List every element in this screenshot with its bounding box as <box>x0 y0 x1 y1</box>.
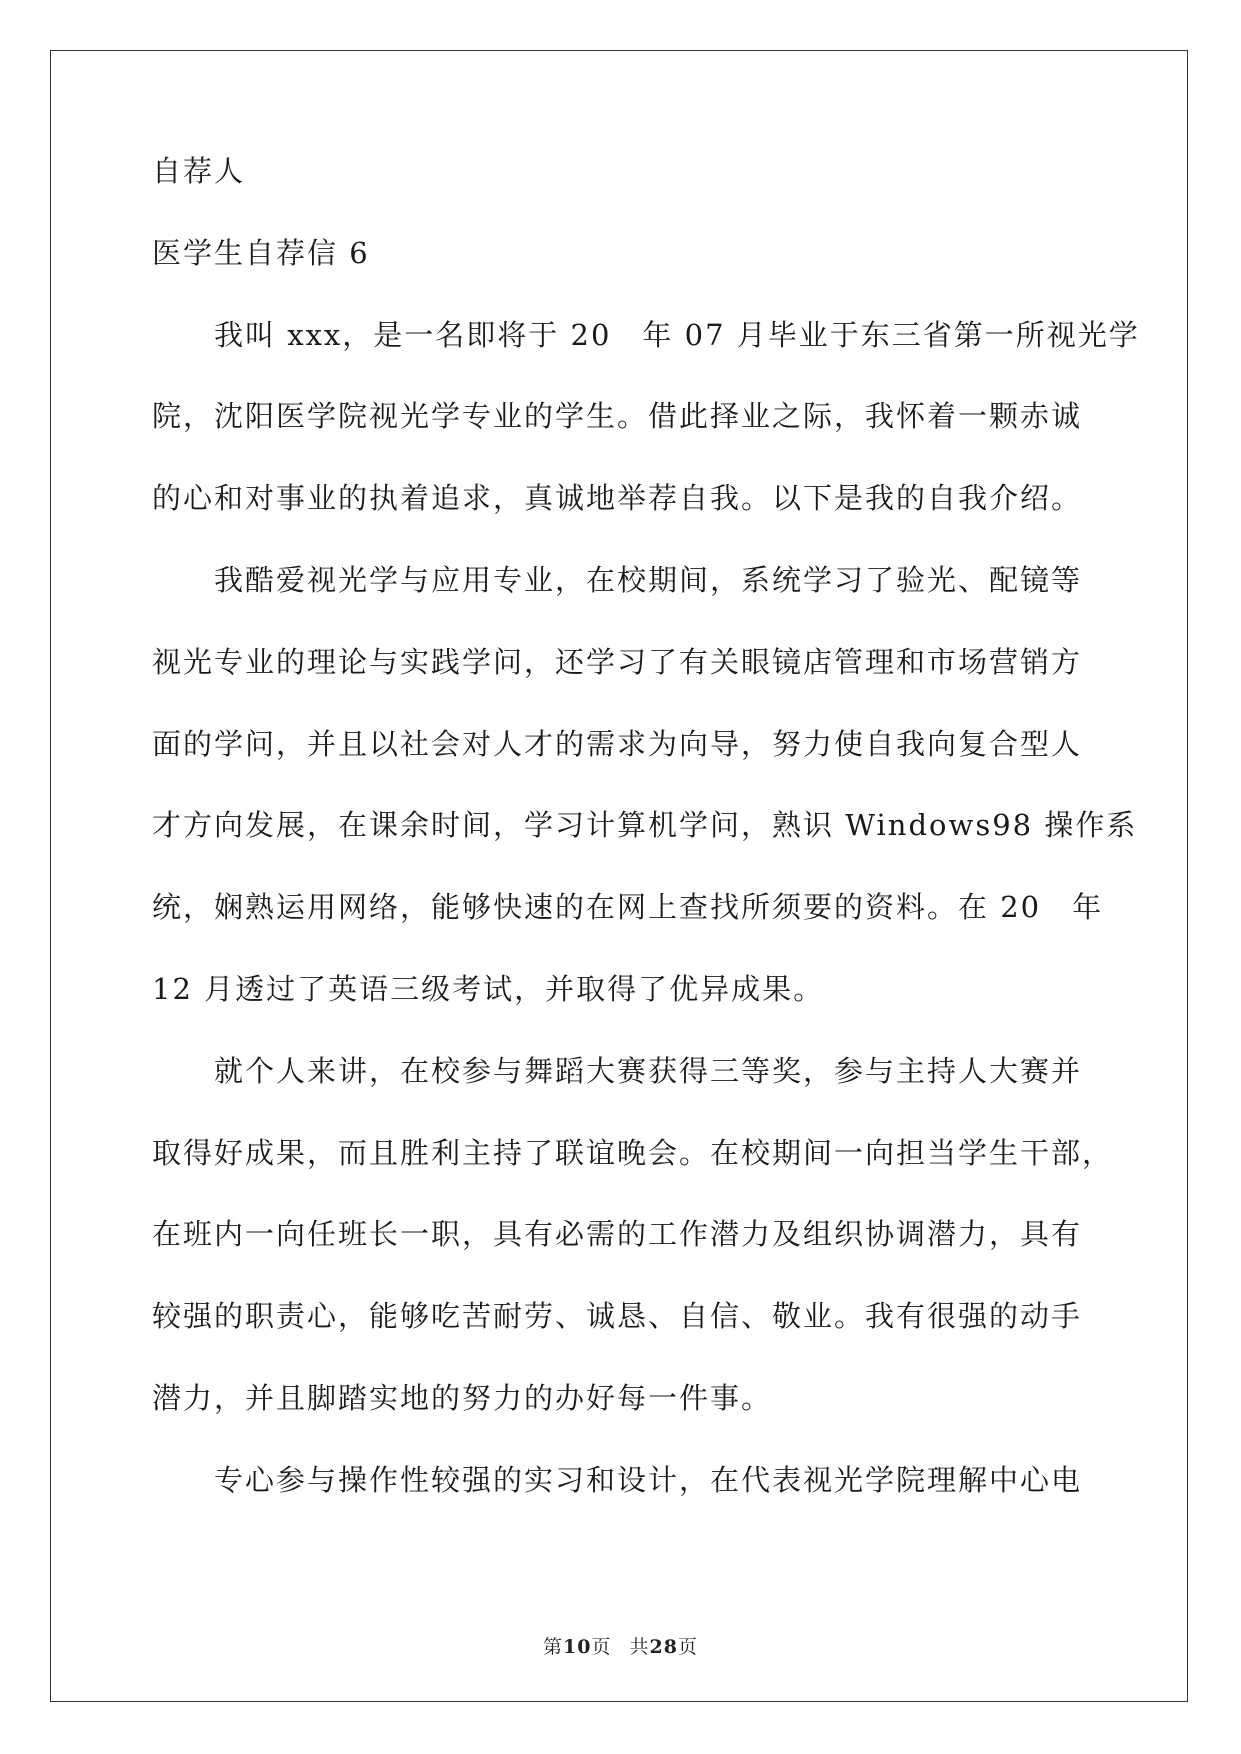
page-footer <box>0 1632 1241 1659</box>
page-total: 28 <box>649 1636 678 1658</box>
text-line: 专心参与操作性较强的实习和设计，在代表视光学院理解中心电 <box>214 1462 1083 1497</box>
total-suffix: 页 <box>677 1636 698 1658</box>
page-prefix: 第 <box>543 1636 564 1658</box>
section-heading: 医学生自荐信 6 <box>152 235 370 270</box>
text-line: 统，娴熟运用网络，能够快速的在网上查找所须要的资料。在 20 年 <box>152 890 1104 925</box>
text-line: 才方向发展，在课余时间，学习计算机学问，熟识 Windows98 操作系 <box>152 808 1138 843</box>
text-line: 视光专业的理论与实践学问，还学习了有关眼镜店管理和市场营销方 <box>152 644 1083 679</box>
text-line: 我酷爱视光学与应用专业，在校期间，系统学习了验光、配镜等 <box>214 562 1083 597</box>
document-body <box>152 131 1140 1522</box>
text-line: 12 月透过了英语三级考试，并取得了优异成果。 <box>152 971 825 1006</box>
text-line: 面的学问，并且以社会对人才的需求为向导，努力使自我向复合型人 <box>152 726 1083 761</box>
text-line: 在班内一向任班长一职，具有必需的工作潜力及组织协调潜力，具有 <box>152 1217 1083 1252</box>
text-line: 自荐人 <box>152 154 246 188</box>
text-line: 潜力，并且脚踏实地的努力的办好每一件事。 <box>152 1380 773 1415</box>
text-line: 我叫 xxx，是一名即将于 20 年 07 月毕业于东三省第一所视光学 <box>214 317 1140 352</box>
text-line: 取得好成果，而且胜利主持了联谊晚会。在校期间一向担当学生干部， <box>152 1135 1114 1170</box>
page-suffix: 页 <box>591 1636 612 1658</box>
text-line: 院，沈阳医学院视光学专业的学生。借此择业之际，我怀着一颗赤诚 <box>152 399 1083 434</box>
page-number: 10 <box>563 1636 592 1658</box>
text-line: 就个人来讲，在校参与舞蹈大赛获得三等奖，参与主持人大赛并 <box>214 1053 1083 1088</box>
total-prefix: 共 <box>629 1636 650 1658</box>
text-line: 较强的职责心，能够吃苦耐劳、诚恳、自信、敬业。我有很强的动手 <box>152 1299 1083 1334</box>
text-line: 的心和对事业的执着追求，真诚地举荐自我。以下是我的自我介绍。 <box>152 481 1083 516</box>
